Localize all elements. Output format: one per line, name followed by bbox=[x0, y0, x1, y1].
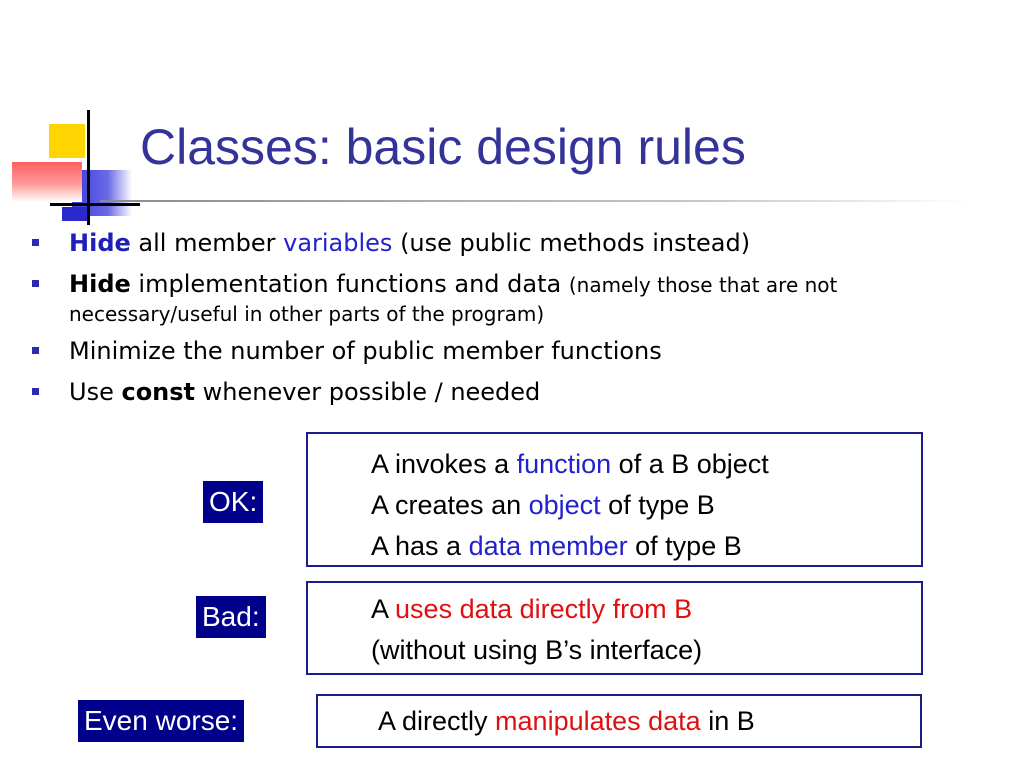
keyword-hide: Hide bbox=[69, 229, 131, 257]
bullet-item bbox=[30, 334, 990, 368]
ok-line bbox=[371, 526, 921, 567]
bad-line bbox=[371, 630, 921, 671]
line-text: A has a bbox=[371, 531, 469, 561]
logo-yellow-square bbox=[49, 124, 85, 158]
bullet-text: all member bbox=[130, 229, 284, 257]
bullet-item bbox=[30, 375, 990, 409]
bad-line bbox=[371, 589, 921, 630]
ok-label: OK: bbox=[203, 481, 263, 523]
bullet-list bbox=[30, 226, 990, 416]
ok-line bbox=[371, 444, 921, 485]
line-text: (without using B’s interface) bbox=[371, 635, 703, 665]
line-text: A creates an bbox=[371, 490, 529, 520]
bullet-note: (namely those that are not bbox=[568, 273, 838, 297]
bullet-square-icon bbox=[32, 280, 39, 287]
highlight-variables: variables bbox=[283, 229, 393, 257]
bad-box bbox=[306, 581, 923, 675]
logo-blue-block bbox=[62, 207, 90, 221]
line-text: A invokes a bbox=[371, 449, 517, 479]
bullet-text: whenever possible / needed bbox=[195, 378, 541, 406]
bullet-item bbox=[30, 226, 990, 260]
highlight-manipulates-data: manipulates data bbox=[495, 706, 701, 736]
bullet-text: Minimize the number of public member functions bbox=[69, 337, 662, 365]
worse-line bbox=[378, 701, 920, 742]
logo-vertical-line bbox=[87, 110, 90, 225]
bullet-text: (use public methods instead) bbox=[392, 229, 751, 257]
logo-red-square bbox=[12, 162, 82, 202]
highlight-object: object bbox=[528, 490, 601, 520]
ok-box bbox=[306, 432, 923, 567]
ok-line bbox=[371, 485, 921, 526]
highlight-uses-data: uses data directly from B bbox=[395, 594, 693, 624]
title-underline bbox=[100, 200, 970, 202]
highlight-function: function bbox=[516, 449, 612, 479]
line-text: in B bbox=[700, 706, 755, 736]
bullet-note-continuation: necessary/useful in other parts of the program) bbox=[69, 302, 545, 326]
keyword-const: const bbox=[121, 378, 196, 406]
line-text: of type B bbox=[600, 490, 715, 520]
highlight-data-member: data member bbox=[468, 531, 628, 561]
even-worse-label: Even worse: bbox=[78, 700, 244, 742]
slide-logo bbox=[0, 0, 140, 240]
bad-label: Bad: bbox=[196, 596, 266, 638]
even-worse-box bbox=[316, 694, 922, 748]
bullet-text: Use bbox=[69, 378, 122, 406]
keyword-hide: Hide bbox=[69, 270, 131, 298]
line-text: A directly bbox=[378, 706, 496, 736]
bullet-square-icon bbox=[32, 388, 39, 395]
logo-horizontal-line bbox=[50, 203, 140, 206]
slide-title: Classes: basic design rules bbox=[140, 119, 746, 175]
bullet-text: implementation functions and data bbox=[130, 270, 569, 298]
bullet-square-icon bbox=[32, 239, 39, 246]
bullet-item bbox=[30, 267, 990, 327]
line-text: of type B bbox=[627, 531, 742, 561]
line-text: A bbox=[371, 594, 396, 624]
line-text: of a B object bbox=[611, 449, 769, 479]
bullet-square-icon bbox=[32, 347, 39, 354]
